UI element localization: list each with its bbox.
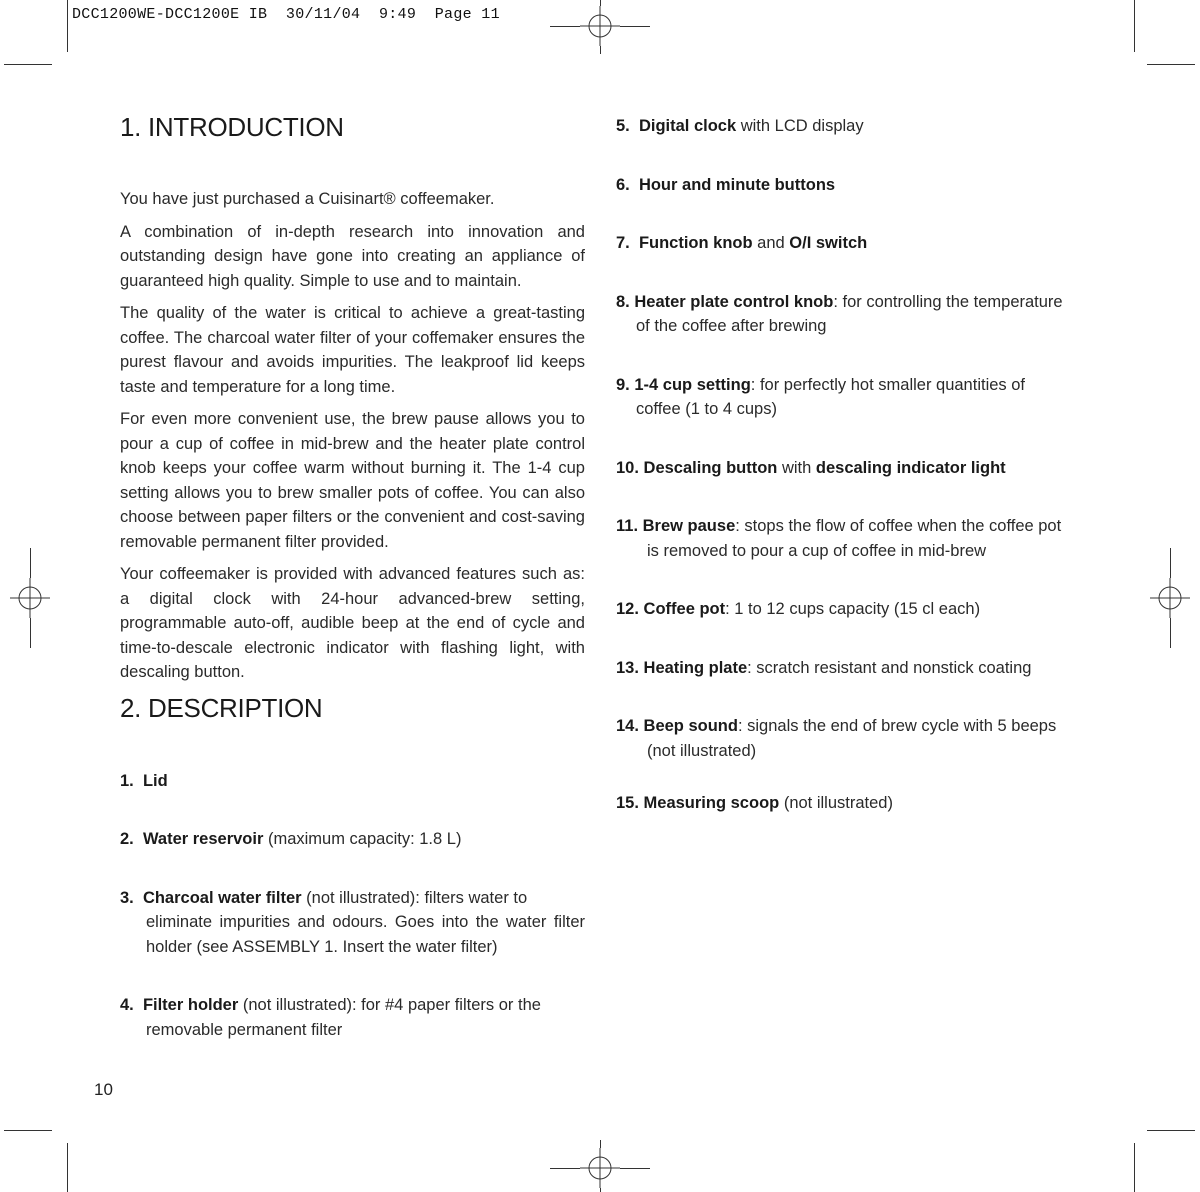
- item-number: 3.: [120, 888, 134, 907]
- description-item: [120, 886, 585, 960]
- page-number: 10: [94, 1080, 113, 1099]
- registration-mark-icon: [580, 6, 620, 46]
- item-continuation: coffee (1 to 4 cups): [636, 400, 777, 418]
- item-number: 5.: [616, 117, 630, 135]
- description-item: [120, 993, 585, 1042]
- registration-mark-icon: [10, 578, 50, 618]
- item-text: with LCD display: [736, 117, 864, 135]
- crop-mark: [1147, 1130, 1195, 1131]
- item-number: 2.: [120, 830, 134, 848]
- item-number: 12.: [616, 600, 639, 618]
- item-number: 10.: [616, 458, 639, 477]
- item-continuation: of the coffee after brewing: [636, 317, 827, 335]
- item-number: 9.: [616, 375, 630, 394]
- description-item: [616, 290, 1081, 339]
- crop-mark: [1134, 0, 1135, 52]
- item-name: descaling indicator light: [815, 458, 1006, 477]
- intro-paragraph: A combination of in-depth research into innovation and outstanding design have gone into creating an appliance of guaranteed high quality. Simple to use and to maintain.: [120, 222, 585, 290]
- item-name: Measuring scoop: [643, 794, 780, 812]
- intro-paragraph: The quality of the water is critical to achieve a great-tasting coffee. The charcoal water filter of your coffemaker ensures the purest flavour and avoids impurities. The leakproof lid keeps taste and temperature for a long time.: [120, 304, 585, 396]
- right-column: [616, 114, 1081, 816]
- item-number: 14.: [616, 717, 639, 735]
- item-text: : scratch resistant and nonstick coating: [747, 658, 1032, 677]
- description-item: [120, 827, 585, 852]
- item-name: Function knob: [638, 234, 753, 252]
- description-item: [616, 231, 1081, 256]
- description-heading: 2. DESCRIPTION: [120, 692, 323, 723]
- registration-mark-icon: [1150, 578, 1190, 618]
- item-name: Brew pause: [642, 517, 736, 535]
- item-number: 7.: [616, 234, 630, 252]
- item-text: (not illustrated): for #4 paper filters or the: [238, 996, 541, 1014]
- crop-mark: [30, 618, 31, 648]
- crop-mark: [67, 1143, 68, 1192]
- item-text: with: [777, 458, 816, 477]
- crop-mark: [1134, 1143, 1135, 1192]
- crop-mark: [550, 1168, 580, 1169]
- item-continuation: (not illustrated): [647, 741, 757, 760]
- item-name: Lid: [142, 771, 168, 790]
- crop-mark: [550, 26, 580, 27]
- intro-paragraph: You have just purchased a Cuisinart® coffeemaker.: [120, 190, 495, 208]
- item-name: Filter holder: [142, 996, 239, 1014]
- item-name: Heating plate: [643, 658, 748, 677]
- item-name: Charcoal water filter: [142, 888, 302, 907]
- crop-mark: [4, 64, 52, 65]
- description-item: [616, 597, 1081, 622]
- item-name: O/I switch: [789, 234, 868, 252]
- crop-mark: [620, 1168, 650, 1169]
- item-text: (maximum capacity: 1.8 L): [263, 830, 462, 848]
- description-item: [616, 656, 1081, 681]
- crop-mark: [1170, 618, 1171, 648]
- registration-mark-icon: [580, 1148, 620, 1188]
- item-continuation: is removed to pour a cup of coffee in mid-brew: [647, 541, 987, 560]
- item-text: : for controlling the temperature: [833, 292, 1063, 311]
- crop-mark: [620, 26, 650, 27]
- item-number: 8.: [616, 292, 630, 311]
- description-item: [616, 514, 1081, 563]
- item-name: Water reservoir: [142, 830, 264, 848]
- item-number: 6.: [616, 175, 630, 194]
- print-slug: DCC1200WE-DCC1200E IB 30/11/04 9:49 Page 11: [72, 6, 500, 23]
- item-text: : 1 to 12 cups capacity (15 cl each): [725, 600, 981, 618]
- description-item: [120, 769, 585, 794]
- intro-paragraph: For even more convenient use, the brew pause allows you to pour a cup of coffee in mid-brew and the heater plate control knob keeps your coffee warm without burning it. The 1-4 cup setting allows you to brew smaller pots of coffee. You can also choose between paper filters or the convenient and cost-saving removable permanent filter provided.: [120, 410, 585, 551]
- item-number: 13.: [616, 658, 639, 677]
- description-item: [616, 173, 1081, 198]
- description-item: [616, 114, 1081, 139]
- introduction-heading: 1. INTRODUCTION: [120, 112, 344, 142]
- introduction-body: [120, 187, 585, 685]
- item-text: (not illustrated): filters water to: [301, 888, 528, 907]
- item-number: 4.: [120, 996, 134, 1014]
- crop-mark: [1170, 548, 1171, 578]
- crop-mark: [600, 1188, 601, 1192]
- item-continuation: removable permanent filter: [146, 1020, 343, 1039]
- item-text: : for perfectly hot smaller quantities of: [750, 375, 1026, 394]
- item-name: Descaling button: [643, 458, 778, 477]
- left-column: [120, 112, 585, 1042]
- item-number: 11.: [616, 517, 639, 535]
- item-name: Beep sound: [643, 717, 738, 735]
- item-number: 1.: [120, 771, 134, 790]
- description-item: [616, 456, 1081, 481]
- item-text: and: [752, 234, 790, 252]
- description-item: [616, 714, 1081, 763]
- item-name: Hour and minute buttons: [638, 175, 836, 194]
- item-continuation: eliminate impurities and odours. Goes into the water filter holder (see ASSEMBLY 1. Insert the water filter): [146, 913, 585, 956]
- item-name: 1-4 cup setting: [634, 375, 751, 394]
- item-text: : stops the flow of coffee when the coffee pot: [735, 517, 1062, 535]
- crop-mark: [4, 1130, 52, 1131]
- intro-paragraph: Your coffeemaker is provided with advanced features such as: a digital clock with 24-hour advanced-brew setting, programmable auto-off, audible beep at the end of cycle and time-to-descale electronic indicator with flashing light, with descaling button.: [120, 565, 585, 681]
- crop-mark: [600, 46, 601, 54]
- crop-mark: [1147, 64, 1195, 65]
- crop-mark: [30, 548, 31, 578]
- item-number: 15.: [616, 794, 639, 812]
- description-item: [616, 791, 1081, 816]
- item-name: Coffee pot: [643, 600, 726, 618]
- item-name: Digital clock: [638, 117, 737, 135]
- item-text: (not illustrated): [779, 794, 893, 812]
- description-item: [616, 373, 1081, 422]
- crop-mark: [600, 0, 601, 6]
- crop-mark: [600, 1140, 601, 1148]
- item-text: : signals the end of brew cycle with 5 beeps: [737, 717, 1057, 735]
- item-name: Heater plate control knob: [634, 292, 834, 311]
- crop-mark: [67, 0, 68, 52]
